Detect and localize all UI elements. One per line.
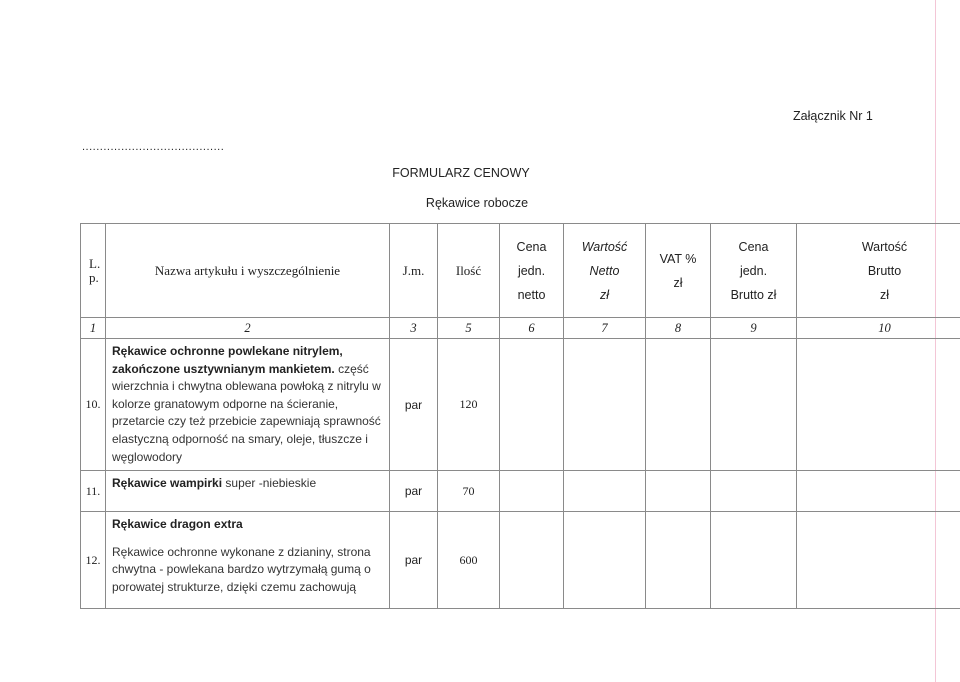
row-name-bold: Rękawice wampirki: [112, 476, 223, 491]
row-unit-price-cell[interactable]: [500, 512, 564, 609]
header-jm: [390, 224, 438, 318]
header-net-value-line3: zł: [599, 287, 610, 302]
row-vat-cell[interactable]: [646, 339, 711, 471]
row-net-value-cell[interactable]: [564, 512, 646, 609]
header-unit-price-net: [500, 224, 564, 318]
header-vat-line1: VAT %: [659, 251, 697, 266]
row-net-value-cell[interactable]: [564, 471, 646, 512]
header-gross-price-line2: jedn.: [739, 263, 768, 278]
header-gross-value-line2: Brutto: [867, 263, 902, 278]
header-lp: [81, 224, 106, 318]
row-qty: 120: [438, 339, 500, 471]
header-net-value-line1: Wartość: [581, 239, 628, 254]
row-vat-cell[interactable]: [646, 471, 711, 512]
row-unit-price-cell[interactable]: [500, 471, 564, 512]
row-gross-value-cell[interactable]: [797, 339, 960, 471]
header-unit-price-line3: netto: [517, 287, 546, 302]
row-gross-value-cell[interactable]: [797, 471, 960, 512]
header-vat-line2: zł: [673, 275, 683, 290]
col-index: 1: [81, 318, 106, 339]
column-index-row: [81, 318, 960, 339]
row-name-bold: Rękawice dragon extra: [112, 517, 243, 532]
row-qty: 70: [438, 471, 500, 512]
col-index: 6: [500, 318, 564, 339]
row-description: [106, 471, 390, 512]
row-description: [106, 339, 390, 471]
form-subtitle: [0, 196, 960, 210]
row-gross-value-cell[interactable]: [797, 512, 960, 609]
dotted-placeholder: ........................................: [82, 141, 225, 153]
col-index: 8: [646, 318, 711, 339]
row-gross-price-cell[interactable]: [711, 512, 797, 609]
header-gross-value-line1: Wartość: [861, 239, 908, 254]
price-table: [80, 223, 960, 609]
header-name-text: Nazwa artykułu i wyszczególnienie: [154, 262, 341, 278]
table-row: [81, 471, 960, 512]
col-index: 5: [438, 318, 500, 339]
row-description: [106, 512, 390, 609]
annex-label: Załącznik Nr 1: [793, 109, 873, 123]
header-lp-line2: p.: [89, 269, 99, 285]
col-index: 2: [106, 318, 390, 339]
row-lp: 12.: [81, 512, 106, 609]
row-unit: par: [390, 339, 438, 471]
header-gross-price-line1: Cena: [738, 239, 769, 254]
header-qty-text: Ilość: [455, 262, 482, 278]
row-lp: 11.: [81, 471, 106, 512]
form-subtitle-text: Rękawice robocze: [425, 196, 529, 210]
row-vat-cell[interactable]: [646, 512, 711, 609]
header-gross-unit-price: [711, 224, 797, 318]
form-title-text: FORMULARZ CENOWY: [392, 166, 530, 180]
row-net-value-cell[interactable]: [564, 339, 646, 471]
header-qty: [438, 224, 500, 318]
row-unit: par: [390, 512, 438, 609]
header-unit-price-line1: Cena: [516, 239, 547, 254]
row-desc-text: Rękawice ochronne wykonane z dzianiny, strona chwytna - powlekana bardzo wytrzymałą gumą o porowatej strukturze, dzięki czemu zachowują: [112, 544, 371, 594]
col-index: 9: [711, 318, 797, 339]
row-gross-price-cell[interactable]: [711, 471, 797, 512]
header-lp-line1: L.: [89, 255, 101, 271]
col-index: 10: [797, 318, 960, 339]
header-net-value-line2: Netto: [589, 263, 620, 278]
table-row: [81, 339, 960, 471]
row-desc-text: część wierzchnia i chwytna oblewana powłoką z nitrylu w kolorze granatowym odporne na ścieranie, przetarcie czy też przebicie zapewniają sprawność elastyczną odporność na smary, oleje, tłuszcze i węglowodory: [112, 361, 381, 464]
row-name-bold: Rękawice ochronne powlekane nitrylem, zakończone usztywnianym mankietem.: [112, 344, 343, 376]
col-index: 3: [390, 318, 438, 339]
header-name: [106, 224, 390, 318]
row-gross-price-cell[interactable]: [711, 339, 797, 471]
header-net-value: [564, 224, 646, 318]
row-unit: par: [390, 471, 438, 512]
col-index: 7: [564, 318, 646, 339]
row-qty: 600: [438, 512, 500, 609]
header-gross-value-line3: zł: [879, 287, 890, 302]
table-row: [81, 512, 960, 609]
header-unit-price-line2: jedn.: [517, 263, 546, 278]
form-title: [0, 166, 960, 180]
table-header-row: [81, 224, 960, 318]
header-gross-price-line3: Brutto zł: [730, 287, 777, 302]
row-unit-price-cell[interactable]: [500, 339, 564, 471]
header-jm-text: J.m.: [402, 262, 425, 278]
row-lp: 10.: [81, 339, 106, 471]
header-vat: [646, 224, 711, 318]
header-gross-value: [797, 224, 960, 318]
row-desc-text: super -niebieskie: [222, 476, 317, 491]
